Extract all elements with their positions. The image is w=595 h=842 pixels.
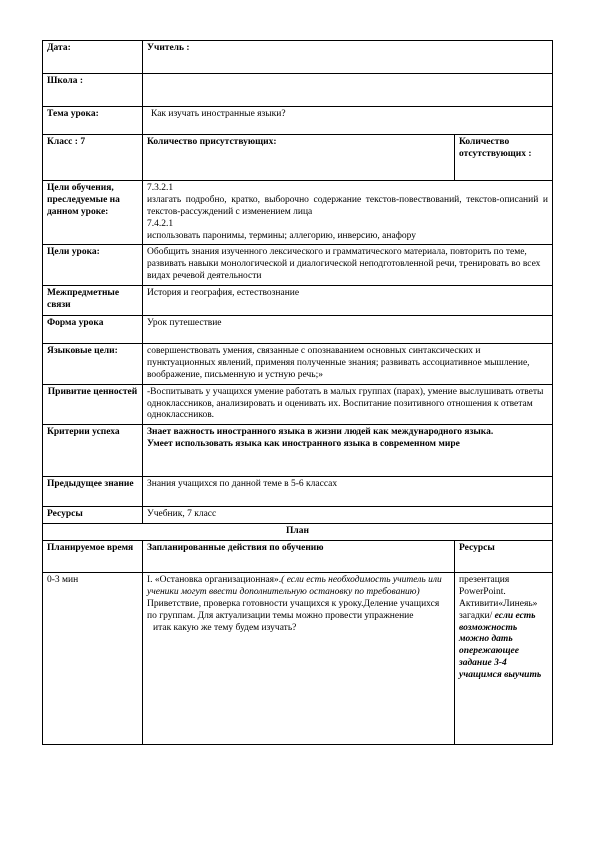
values-row	[43, 384, 553, 425]
criteria-line: Умеет использовать языка как иностранного языка в современном мире	[147, 439, 460, 450]
learning-goals-row	[43, 181, 553, 245]
plan-actions	[143, 573, 455, 745]
values-label: Привитие ценностей	[43, 384, 143, 425]
criteria-row	[43, 425, 553, 477]
lesson-form-label: Форма урока	[43, 316, 143, 344]
school-row	[43, 74, 553, 107]
lesson-form-row	[43, 316, 553, 344]
lesson-form-value: Урок путешествие	[143, 316, 553, 344]
plan-header-resources: Ресурсы	[455, 541, 553, 573]
prior-knowledge-row	[43, 477, 553, 507]
class-label: Класс : 7	[43, 135, 143, 181]
learning-goals-label: Цели обучения, преследуемые на данном уроке:	[43, 181, 143, 245]
criteria-label: Критерии успеха	[43, 425, 143, 477]
lesson-goals-row	[43, 245, 553, 286]
criteria-value	[143, 425, 553, 477]
lesson-plan-table	[42, 40, 553, 745]
plan-resources-text: презентация PowerPoint. Активити«Линеяь» загадки/	[459, 575, 538, 621]
plan-action-head: I. «Остановка организационная».	[147, 575, 282, 585]
interdisciplinary-label: Межпредметные связи	[43, 286, 143, 316]
class-row	[43, 135, 553, 181]
plan-header-time: Планируемое время	[43, 541, 143, 573]
date-label: Дата:	[43, 41, 143, 74]
goal-code: 7.3.2.1	[147, 183, 174, 193]
plan-header-actions: Запланированные действия по обучению	[143, 541, 455, 573]
prior-knowledge-value: Знания учащихся по данной теме в 5-6 классах	[143, 477, 553, 507]
resources-value: Учебник, 7 класс	[143, 507, 553, 524]
plan-action-question: итак какую же тему будем изучать?	[153, 622, 297, 633]
lesson-goals-label: Цели урока:	[43, 245, 143, 286]
language-goals-value: совершенствовать умения, связанные с опознаванием основных синтаксических и пунктуационных явлений, применяя полученные знания; развивать ассоциативное мышление, воображение, письменную и устную речь;»	[143, 344, 553, 385]
interdisciplinary-row	[43, 286, 553, 316]
goal-code: 7.4.2.1	[147, 218, 174, 229]
topic-row	[43, 107, 553, 135]
values-value: -Воспитывать у учащихся умение работать в малых группах (парах), умение выслушивать ответы одноклассников, анализировать и оценивать их. Воспитание позитивного отношения к ответам одноклассников.	[143, 384, 553, 425]
resources-label: Ресурсы	[43, 507, 143, 524]
plan-time: 0-3 мин	[43, 573, 143, 745]
plan-header-row	[43, 541, 553, 573]
lesson-goals-value: Обобщить знания изученного лексического и грамматического материала, повторить по теме, развивать навыки монологической и диалогической неподготовленной речи, тренировать во всех видах речевой деятельности	[143, 245, 553, 286]
school-value	[143, 74, 553, 107]
plan-title-row	[43, 524, 553, 541]
criteria-line: Знает важность иностранного языка в жизни людей как международного языка.	[147, 427, 494, 438]
school-label: Школа :	[43, 74, 143, 107]
absent-label: Количество отсутствующих :	[455, 135, 553, 181]
plan-action-body: Приветствие, проверка готовности учащихся к уроку.Деление учащихся по группам. Для актуализации темы можно провести упражнение	[147, 598, 440, 621]
date-row	[43, 41, 553, 74]
plan-action-note: ( если есть необходимость учитель или ученики могут ввести дополнительную остановку по требованию)	[147, 575, 442, 597]
goal-text: использовать паронимы, термины; аллегорию, инверсию, анафору	[147, 230, 416, 241]
plan-row	[43, 573, 553, 745]
plan-resources-note: если есть возможность можно дать опережающее задание 3-4 учащимся выучить	[459, 610, 542, 680]
interdisciplinary-value: История и география, естествознание	[143, 286, 553, 316]
language-goals-row	[43, 344, 553, 385]
plan-title: План	[43, 524, 553, 541]
resources-row	[43, 507, 553, 524]
topic-value: Как изучать иностранные языки?	[143, 107, 553, 135]
learning-goals-value	[143, 181, 553, 245]
goal-text: излагать подробно, кратко, выборочно содержание текстов-повествований, текстов-описаний и текстов-рассуждений с изменением лица	[147, 194, 548, 217]
language-goals-label: Языковые цели:	[43, 344, 143, 385]
topic-label: Тема урока:	[43, 107, 143, 135]
prior-knowledge-label: Предыдущее знание	[43, 477, 143, 507]
teacher-label: Учитель :	[143, 41, 553, 74]
plan-resources	[455, 573, 553, 745]
present-label: Количество присутствующих:	[143, 135, 455, 181]
